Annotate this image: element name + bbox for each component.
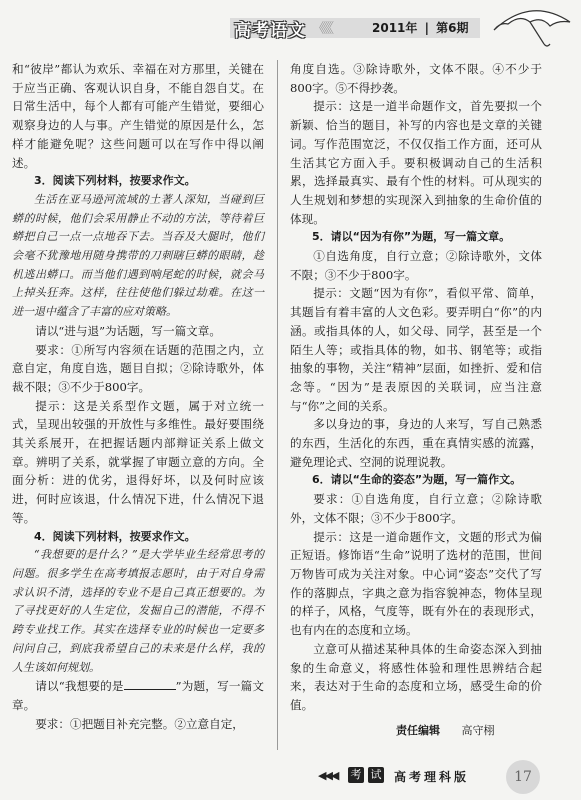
hint: 提示：这是一道命题作文，文题的形式为偏正短语。修饰语“生命”说明了选材的范围，世间万物皆可成为关注对象。中心词“姿态”交代了写作的落脚点，字典之意为指容貌神态，物体呈现的样子，风格，气度等，既有外在的表现形式，也有内在的态度和立场。 (290, 529, 542, 638)
footer-char: 试 (368, 767, 384, 783)
fill-blank (124, 689, 176, 690)
page-number: 17 (506, 760, 540, 794)
paragraph: 和“彼岸”都认为欢乐、幸福在对方那里，关键在于应当正确、客观认识自身，不能自怨自艾。在日常生活中，每个人都有可能产生错觉，要细心观察身边的人与事。产生错觉的原因是什么，怎样才能避免呢？这些问题可以在写作中得以阐述。 (12, 62, 264, 170)
hint: 提示：文题“因为有你”，看似平常、简单，其题旨有着丰富的人文色彩。要弄明白“你”的内涵。或指具体的人，如父母、同学，甚至是一个陌生人等；或指具体的物，如书、钢笔等；或指抽象的事物，关注“精神”层面，如挫折、爱和信念等。“因为”是表原因的关联词，应当注意与“你”之间的关系。 (290, 286, 542, 413)
reading-material: “我想要的是什么？”是大学毕业生经常思考的问题。很多学生在高考填报志愿时，由于对自身需求认识不清，选择的专业不是自己真正想要的。为了寻找更好的人生定位，发掘自己的潜能，不得不跨专业找工作。其实在选择专业的时候也一定要多问问自己，到底我希望自己的未来是什么样，我的人生该如何规划。 (12, 548, 264, 674)
task-prompt: 请以“进与退”为话题，写一篇文章。 (35, 323, 221, 338)
question-heading: 3．阅读下列材料，按要求作文。 (34, 174, 196, 188)
chevron-decoration: 《《《 (312, 21, 331, 37)
page-footer (318, 762, 581, 792)
requirements: 要求：①自选角度，自行立意；②除诗歌外，文体不限；③不少于800字。 (290, 492, 542, 525)
requirements: 要求：①所写内容须在话题的范围之内，立意自定，角度自选，题目自拟；②除诗歌外，体裁不限；③不少于800字。 (12, 342, 264, 394)
hint: 提示：这是关系型作文题，属于对立统一式，呈现出较强的开放性与多维性。最好要围绕其关系展开，在把握话题内部辩证关系上做文章。辨明了关系，就掌握了审题立意的方向。全面分析：进的优劣，退得好坏，以及何时应该进，何时应该退，什么情况下进，什么情况下退等。 (12, 398, 264, 525)
hint: 提示：这是一道半命题作文，首先要拟一个新颖、恰当的题目，补写的内容也是文章的关键词。写作范围宽泛，不仅仅指工作方面，还可从生活其它方面入手。要积极调动自己的生活积累，选择最真实、最有个性的材料。可从现实的人生规划和梦想的实现深入到抽象的生命价值的体现。 (290, 99, 542, 226)
task-prompt-start: 请以“我想要的是 (35, 679, 124, 694)
editor-label: 责任编辑 (396, 724, 440, 737)
hint: 立意可从描述某种具体的生命姿态深入到抽象的生命意义，将感性体验和理性思辨结合起来，表达对于生命的态度和立场，感受生命的价值。 (290, 641, 542, 712)
editor-name: 高守栩 (461, 724, 495, 737)
footer-char: 考 (348, 767, 364, 783)
column-divider (277, 60, 278, 750)
reading-material: 生活在亚马逊河流域的土著人深知，当碰到巨蟒的时候，他们会采用静止不动的方法，等待着巨蟒把自己一点一点地吞下去。当吞及大腿时，他们会毫不犹豫地用随身携带的刀刺瞎巨蟒的眼睛，趁机逃出蟒口。而当他们遇到响尾蛇的时候，就会马上掉头狂奔。这样，往往使他们躲过劫难。在这一进一退中蕴含了丰富的应对策略。 (12, 192, 264, 319)
issue-year: 2011年 (372, 21, 418, 35)
umbrella-icon (486, 2, 576, 48)
requirements: 要求：①把题目补充完整。②立意自定， (35, 716, 244, 731)
editor-credit (396, 722, 495, 738)
hint: 多以身边的事，身边的人来写，写自己熟悉的东西，生活化的东西，重在真情实感的流露，避免理论式、空洞的说理说教。 (290, 417, 542, 469)
requirements: ①自选角度，自行立意；②除诗歌外，文体不限；③不少于800字。 (290, 249, 542, 282)
question-heading: 4．阅读下列材料，按要求作文。 (34, 529, 196, 543)
issue-number: 第6期 (436, 21, 469, 35)
question-heading: 6．请以“生命的姿态”为题，写一篇作文。 (312, 473, 522, 487)
edition-label: 高考理科版 (394, 770, 470, 784)
left-column (12, 60, 264, 733)
requirements-continued: 角度自选。③除诗歌外，文体不限。④不少于800字。⑤不得抄袭。 (290, 62, 542, 95)
question-heading: 5．请以“因为有你”为题，写一篇文章。 (312, 230, 511, 244)
arrow-icon: ◀◀◀ (318, 769, 338, 782)
task-prompt-end: ”为题，写一篇文章。 (12, 679, 264, 712)
page-header (0, 0, 581, 48)
right-column (290, 60, 542, 715)
journal-title: 高考语文 (234, 21, 306, 41)
task-prompt (12, 677, 264, 714)
issue-info: 2011年 | 第6期 (372, 21, 469, 35)
